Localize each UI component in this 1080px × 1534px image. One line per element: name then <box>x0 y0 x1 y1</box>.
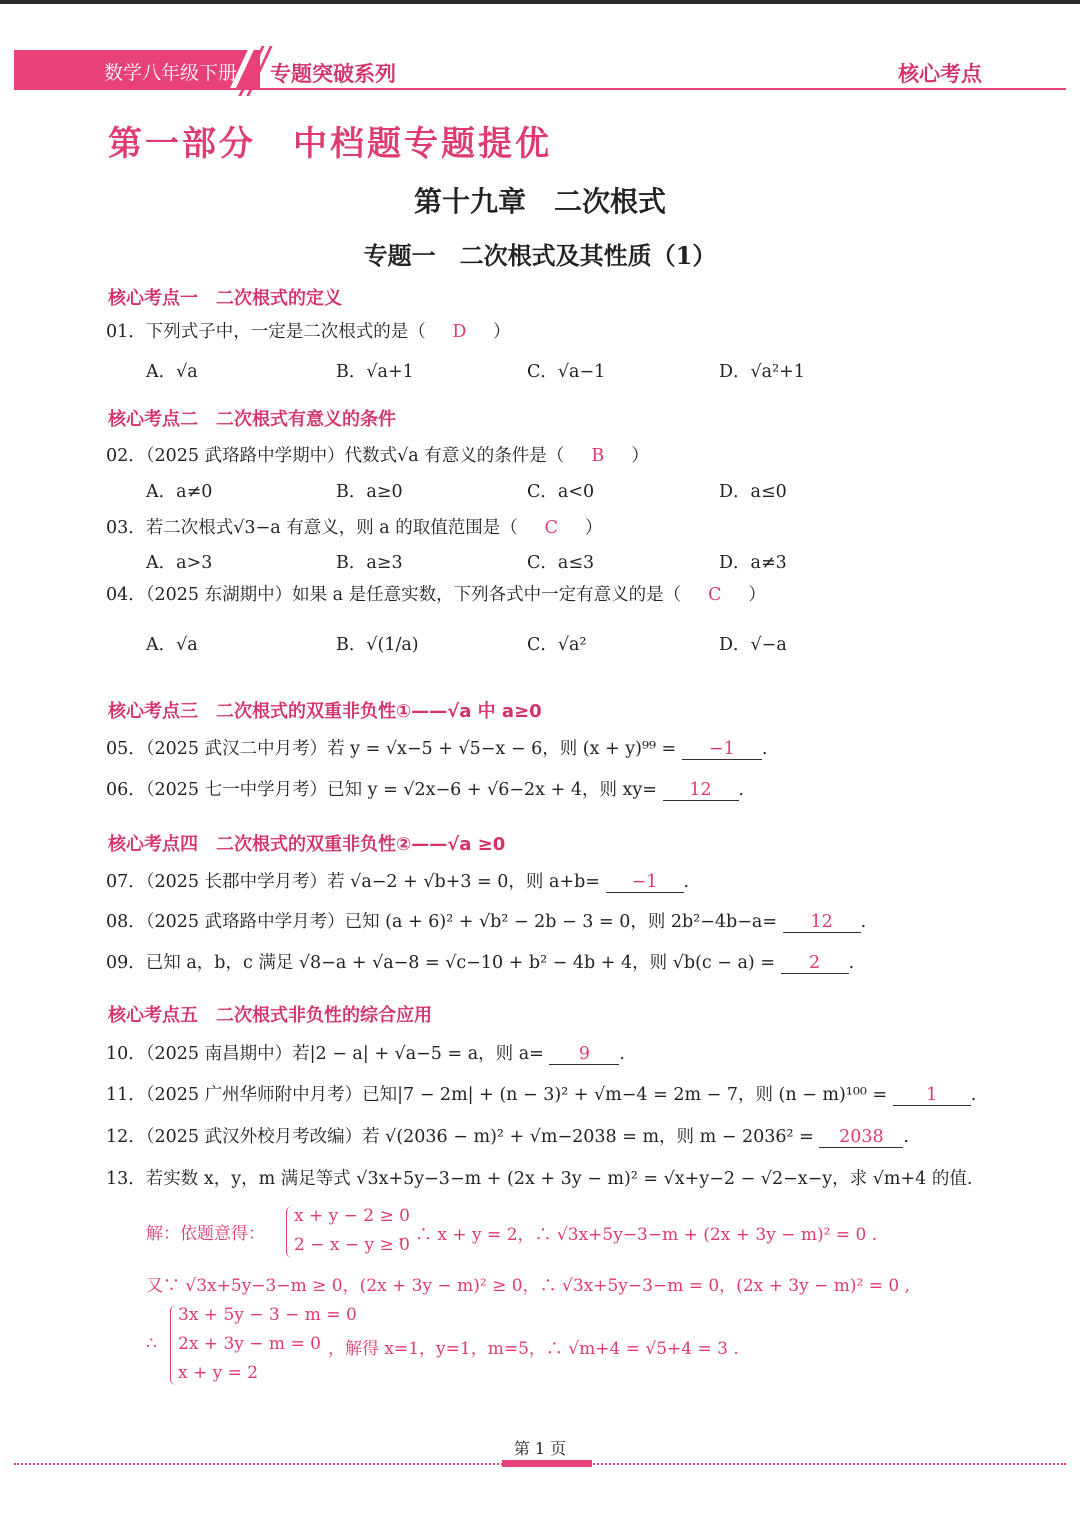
question-close: ） <box>631 446 649 466</box>
answer-choice: D <box>452 322 467 342</box>
question-close: ） <box>748 585 766 605</box>
option-b: B．√(1/a) <box>336 635 419 655</box>
solution-line-2: 又∵ √3x+5y−3−m ≥ 0，(2x + 3y − m)² ≥ 0，∴ √3x+5y−3−m = 0，(2x + 3y − m)² = 0 , <box>146 1276 910 1296</box>
question-03 <box>106 514 602 539</box>
question-stem: 02．（2025 武珞路中学期中）代数式√a 有意义的条件是（ <box>106 446 565 466</box>
answer-blank: −1 <box>682 739 762 760</box>
solution-system-1-eq2: 2 − x − y ≥ 0 <box>294 1235 410 1255</box>
question-stem: 07．（2025 长郡中学月考）若 √a−2 + √b+3 = 0，则 a+b= <box>106 872 600 892</box>
part-title: 第一部分 中档题专题提优 <box>108 124 552 164</box>
option-a: A．a>3 <box>146 553 213 573</box>
question-stem: 04．（2025 东湖期中）如果 a 是任意实数，下列各式中一定有意义的是（ <box>106 585 682 605</box>
question-close: ） <box>492 322 511 342</box>
section-heading: 核心考点五 二次根式非负性的综合应用 <box>108 1005 432 1026</box>
option-d: D．√−a <box>719 635 787 655</box>
answer-choice: B <box>591 446 605 466</box>
option-c: C．√a² <box>527 635 587 655</box>
option-c: C．√a−1 <box>527 362 606 382</box>
section-heading: 核心考点一 二次根式的定义 <box>108 288 342 309</box>
answer-blank: 2038 <box>819 1127 903 1148</box>
option-a: A．a≠0 <box>146 482 213 502</box>
question-07: 07．（2025 长郡中学月考）若 √a−2 + √b+3 = 0，则 a+b= −1 . <box>106 872 690 892</box>
option-a: A．√a <box>146 362 198 382</box>
brace <box>286 1206 293 1258</box>
question-11: 11．（2025 广州华师附中月考）已知|7 − 2m| + (n − 3)² + √m−4 = 2m − 7，则 (n − m)¹⁰⁰ = 1 . <box>106 1085 977 1105</box>
section-heading: 核心考点二 二次根式有意义的条件 <box>108 409 396 430</box>
option-c: C．a≤3 <box>527 553 595 573</box>
brace <box>170 1305 177 1385</box>
answer-blank: 2 <box>781 953 849 974</box>
solution-line-1: ，∴ x + y = 2，∴ √3x+5y−3−m + (2x + 3y − m)² = 0 . <box>398 1225 878 1245</box>
question-02 <box>106 442 649 467</box>
answer-blank: 12 <box>663 780 739 801</box>
answer-choice: C <box>544 518 559 538</box>
question-stem: 03．若二次根式√3−a 有意义，则 a 的取值范围是（ <box>106 518 518 538</box>
solution-system-2-eq3: x + y = 2 <box>178 1363 259 1383</box>
chapter-title: 第十九章 二次根式 <box>413 185 666 218</box>
option-b: B．a≥3 <box>336 553 403 573</box>
question-09: 09．已知 a，b，c 满足 √8−a + √a−8 = √c−10 + b² − 4b + 4，则 √b(c − a) = 2 . <box>106 953 855 973</box>
question-stem: 01．下列式子中，一定是二次根式的是（ <box>106 322 426 342</box>
answer-blank: 9 <box>549 1044 619 1065</box>
option-a: A．√a <box>146 635 198 655</box>
header-rule <box>14 88 1066 90</box>
question-10: 10．（2025 南昌期中）若|2 − a| + √a−5 = a，则 a= 9 . <box>106 1044 625 1064</box>
question-stem: 09．已知 a，b，c 满足 √8−a + √a−8 = √c−10 + b² − 4b + 4，则 √b(c − a) = <box>106 953 775 973</box>
solution-line-3: ，解得 x=1，y=1，m=5，∴ √m+4 = √5+4 = 3 . <box>328 1339 739 1359</box>
section-heading: 核心考点三 二次根式的双重非负性①——√a 中 a≥0 <box>108 701 542 722</box>
answer-choice: C <box>708 585 722 605</box>
question-05: 05．（2025 武汉二中月考）若 y = √x−5 + √5−x − 6，则 (x + y)⁹⁹ = −1 . <box>106 739 768 759</box>
answer-blank: 1 <box>893 1085 971 1106</box>
topic-title: 专题一 二次根式及其性质（1） <box>363 241 717 270</box>
question-13 <box>106 1165 972 1190</box>
solution-system-1-eq1: x + y − 2 ≥ 0 <box>294 1206 410 1226</box>
solution-system-2-eq2: 2x + 3y − m = 0 <box>178 1334 321 1354</box>
question-04 <box>106 581 766 606</box>
solution-system-2-eq1: 3x + 5y − 3 − m = 0 <box>178 1305 357 1325</box>
question-stem: 06．（2025 七一中学月考）已知 y = √2x−6 + √6−2x + 4，则 xy= <box>106 780 657 800</box>
question-stem: 05．（2025 武汉二中月考）若 y = √x−5 + √5−x − 6，则 (x + y)⁹⁹ = <box>106 739 677 759</box>
top-border <box>0 0 1080 4</box>
header-series-label: 专题突破系列 <box>270 61 396 86</box>
footer-accent-bar <box>502 1460 592 1467</box>
option-d: D．√a²+1 <box>719 362 805 382</box>
question-12: 12．（2025 武汉外校月考改编）若 √(2036 − m)² + √m−2038 = m，则 m − 2036² = 2038 . <box>106 1127 909 1147</box>
question-stem: 13．若实数 x，y，m 满足等式 √3x+5y−3−m + (2x + 3y − m)² = √x+y−2 − √2−x−y，求 √m+4 的值. <box>106 1169 973 1189</box>
question-stem: 08．（2025 武珞路中学月考）已知 (a + 6)² + √b² − 2b − 3 = 0，则 2b²−4b−a= <box>106 912 778 932</box>
question-06: 06．（2025 七一中学月考）已知 y = √2x−6 + √6−2x + 4，则 xy= 12 . <box>106 780 745 800</box>
solution-therefore: ∴ <box>146 1334 157 1354</box>
question-stem: 10．（2025 南昌期中）若|2 − a| + √a−5 = a，则 a= <box>106 1044 544 1064</box>
header-grade-label: 数学八年级下册 <box>104 62 238 84</box>
question-stem: 11．（2025 广州华师附中月考）已知|7 − 2m| + (n − 3)² + √m−4 = 2m − 7，则 (n − m)¹⁰⁰ = <box>106 1085 888 1105</box>
answer-blank: 12 <box>783 912 861 933</box>
option-b: B．√a+1 <box>336 362 414 382</box>
option-b: B．a≥0 <box>336 482 403 502</box>
option-d: D．a≤0 <box>719 482 787 502</box>
question-stem: 12．（2025 武汉外校月考改编）若 √(2036 − m)² + √m−2038 = m，则 m − 2036² = <box>106 1127 814 1147</box>
answer-blank: −1 <box>606 872 684 893</box>
header-core-label: 核心考点 <box>898 61 982 86</box>
question-01 <box>106 318 510 343</box>
section-heading: 核心考点四 二次根式的双重非负性②——√a ≥0 <box>108 834 506 855</box>
question-close: ） <box>584 518 603 538</box>
option-c: C．a<0 <box>527 482 595 502</box>
option-d: D．a≠3 <box>719 553 787 573</box>
solution-intro: 解：依题意得： <box>146 1224 265 1244</box>
page-number: 第 1 页 <box>513 1439 567 1458</box>
question-08: 08．（2025 武珞路中学月考）已知 (a + 6)² + √b² − 2b − 3 = 0，则 2b²−4b−a= 12 . <box>106 912 867 932</box>
